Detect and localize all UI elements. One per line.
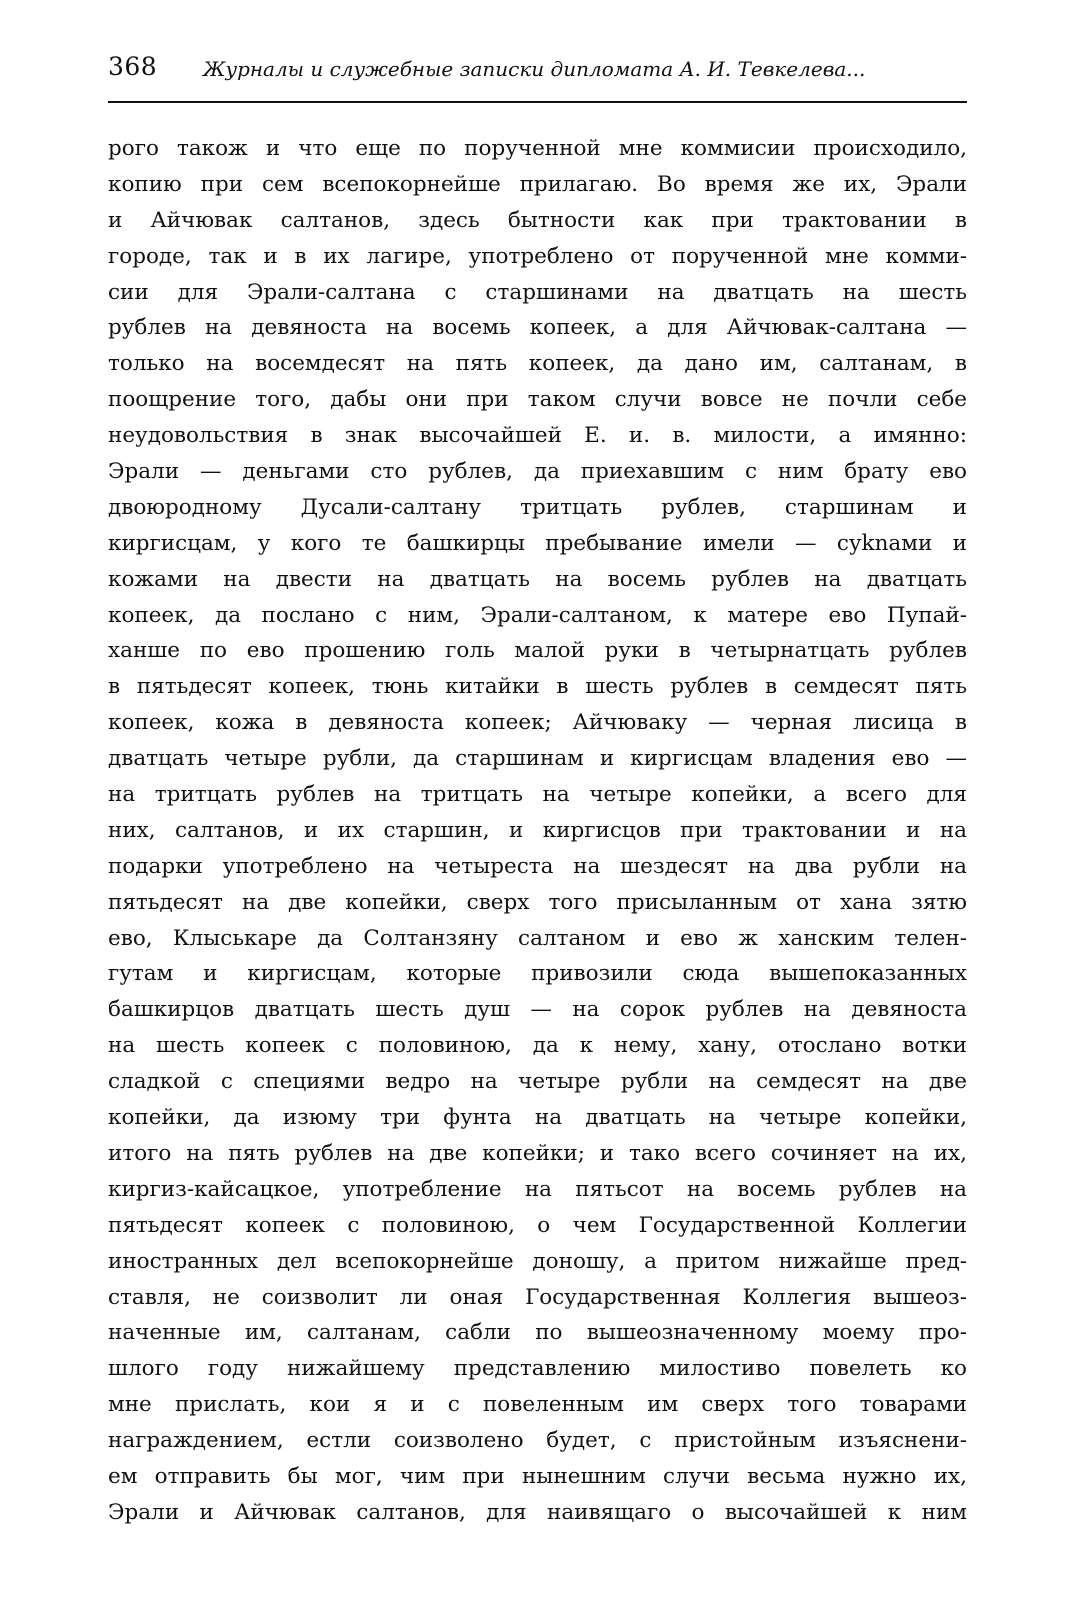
text-line: ставля, не соизволит ли оная Государственная Коллегия вышеоз-	[108, 1284, 967, 1310]
text-line: гутам и киргисцам, которые привозили сюда вышепоказанных	[108, 961, 967, 987]
text-line: на тритцать рублев на тритцать на четыре копейки, а всего для	[108, 782, 967, 808]
text-line: пятьдесят на две копейки, сверх того присыланным от хана зятю	[108, 889, 967, 915]
text-line: рублев на девяноста на восемь копеек, а для Айчювак-салтана —	[108, 315, 967, 341]
page-header	[108, 52, 968, 92]
text-line: двоюродному Дусали-салтану тритцать рублев, старшинам и	[108, 494, 967, 520]
text-line: кожами на двести на дватцать на восемь рублев на дватцать	[108, 566, 967, 592]
text-line: них, салтанов, и их старшин, и киргисцов при трактовании и на	[108, 817, 967, 843]
page-number: 368	[108, 52, 158, 81]
text-line: награждением, естли соизволено будет, с пристойным изъяснени-	[108, 1428, 967, 1454]
text-line: башкирцов дватцать шесть душ — на сорок рублев на девяноста	[108, 997, 967, 1023]
text-line: киргиз-кайсацкое, употребление на пятьсот на восемь рублев на	[108, 1176, 967, 1202]
text-line: в пятьдесят копеек, тюнь китайки в шесть рублев в семдесят пять	[108, 674, 967, 700]
text-line: ем отправить бы мог, чим при нынешним случи весьма нужно их,	[108, 1463, 967, 1489]
body-text	[108, 131, 967, 1531]
text-line: итого на пять рублев на две копейки; и тако всего сочиняет на их,	[108, 1140, 967, 1166]
text-line: пятьдесят копеек с половиною, о чем Государственной Коллегии	[108, 1212, 967, 1238]
text-line: Эрали и Айчювак салтанов, для наивящаго о высочайшей к ним	[108, 1499, 967, 1525]
text-line: только на восемдесят на пять копеек, да дано им, салтанам, в	[108, 351, 967, 377]
text-line: мне прислать, кои я и с повеленным им сверх того товарами	[108, 1392, 967, 1418]
text-line: ево, Клыськаре да Солтанзяну салтаном и ево ж ханским телен-	[108, 925, 967, 951]
header-rule	[108, 101, 967, 103]
text-line: сладкой с специями ведро на четыре рубли на семдесят на две	[108, 1069, 967, 1095]
running-title: Журналы и служебные записки дипломата А. И. Тевкелева...	[203, 57, 866, 81]
text-line: на шесть копеек с половиною, да к нему, хану, отослано вотки	[108, 1033, 967, 1059]
text-line: копеек, да послано с ним, Эрали-салтаном, к матере ево Пупай-	[108, 602, 967, 628]
text-line: Эрали — деньгами сто рублев, да приехавшим с ним брату ево	[108, 459, 967, 485]
text-line: шлого году нижайшему представлению милостиво повелеть ко	[108, 1356, 967, 1382]
text-line: иностранных дел всепокорнейше доношу, а притом нижайше пред-	[108, 1248, 967, 1274]
text-line: поощрение того, дабы они при таком случи вовсе не почли себе	[108, 387, 967, 413]
text-line: рого також и что еще по порученной мне коммисии происходило,	[108, 136, 967, 161]
text-line: копеек, кожа в девяноста копеек; Айчюваку — черная лисица в	[108, 710, 967, 736]
text-line: дватцать четыре рубли, да старшинам и киргисцам владения ево —	[108, 746, 967, 772]
text-line: ханше по ево прошению голь малой руки в четырнатцать рублев	[108, 638, 967, 664]
text-line: городе, так и в их лагире, употреблено от порученной мне комми-	[108, 243, 967, 269]
text-line: подарки употреблено на четыреста на шездесят на два рубли на	[108, 853, 967, 879]
text-line: и Айчювак салтанов, здесь бытности как при трактовании в	[108, 207, 967, 233]
text-line: наченные им, салтанам, сабли по вышеозначенному моему про-	[108, 1320, 967, 1346]
text-line: копию при сем всепокорнейше прилагаю. Во время же их, Эрали	[108, 171, 967, 197]
text-line: неудовольствия в знак высочайшей Е. и. в. милости, а имянно:	[108, 423, 967, 449]
text-line: киргисцам, у кого те башкирцы пребывание имели — суknами и	[108, 530, 967, 556]
text-line: копейки, да изюму три фунта на дватцать на четыре копейки,	[108, 1105, 967, 1131]
text-line: сии для Эрали-салтана с старшинами на дватцать на шесть	[108, 279, 967, 305]
